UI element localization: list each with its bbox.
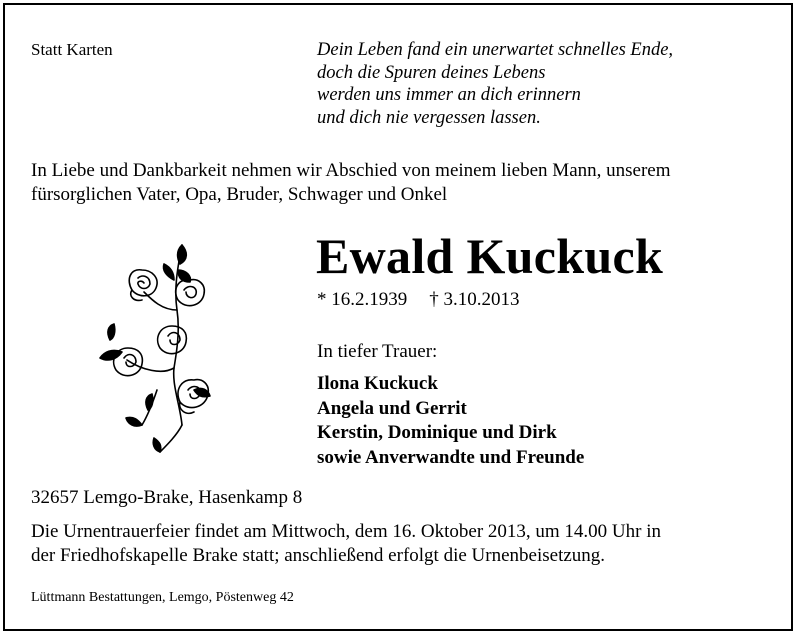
intro-line: fürsorglichen Vater, Opa, Bruder, Schwager und Onkel [31, 184, 448, 205]
undertaker-info: Lüttmann Bestattungen, Lemgo, Pöstenweg 42 [31, 590, 294, 605]
mourner-name: Ilona Kuckuck [317, 373, 438, 394]
mourner-name: Angela und Gerrit [317, 397, 467, 419]
ceremony-info [31, 520, 661, 568]
deceased-name: Ewald Kuckuck [316, 228, 664, 284]
ceremony-line: Die Urnentrauerfeier findet am Mittwoch, dem 16. Oktober 2013, um 14.00 Uhr in [31, 521, 662, 542]
ceremony-line: der Friedhofskapelle Brake statt; anschließend erfolgt die Urnenbeisetzung. [31, 545, 606, 566]
poem-line: und dich nie vergessen lassen. [317, 107, 541, 128]
poem [317, 39, 673, 129]
mourner-list [317, 372, 584, 470]
poem-line: Dein Leben fand ein unerwartet schnelles Ende, [317, 40, 674, 60]
intro-line: In Liebe und Dankbarkeit nehmen wir Abschied von meinem lieben Mann, unserem [31, 160, 671, 181]
poem-line: doch die Spuren deines Lebens [317, 62, 546, 83]
poem-line: werden uns immer an dich erinnern [317, 85, 581, 105]
roses-icon [82, 240, 232, 455]
statt-karten-label: Statt Karten [31, 40, 113, 59]
family-address: 32657 Lemgo-Brake, Hasenkamp 8 [31, 487, 303, 508]
death-date: † 3.10.2013 [429, 289, 520, 310]
mourner-name: Kerstin, Dominique und Dirk [317, 422, 557, 443]
intro-text [31, 159, 671, 207]
birth-date: * 16.2.1939 [317, 289, 408, 310]
mourning-heading: In tiefer Trauer: [317, 341, 438, 362]
mourner-name: sowie Anverwandte und Freunde [317, 446, 585, 468]
life-dates [317, 289, 520, 311]
